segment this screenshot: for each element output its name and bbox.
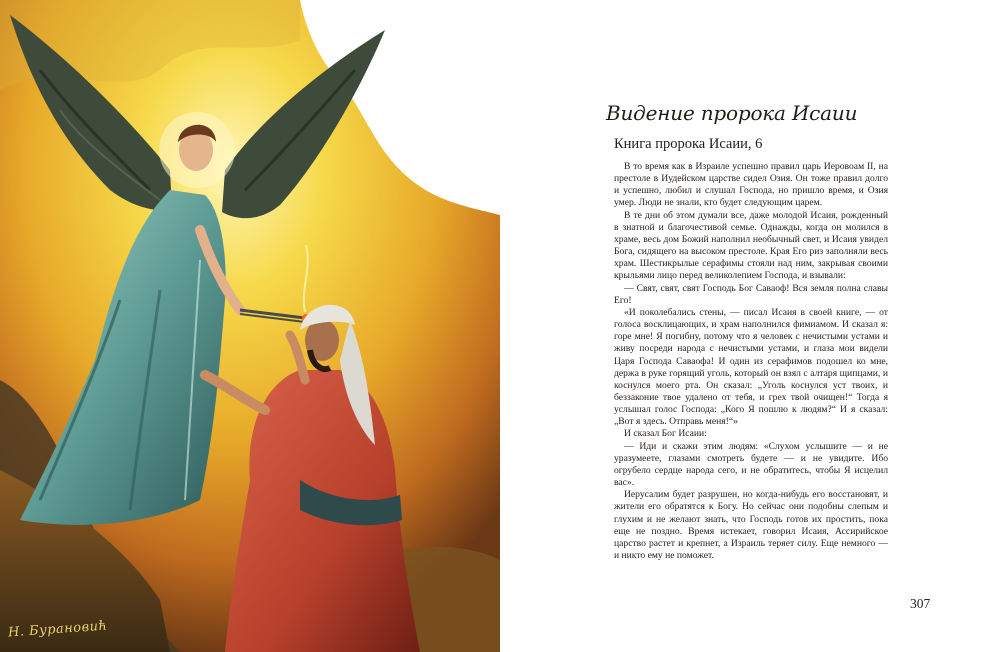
paragraph: «И поколебались стены, — писал Исаия в своей книге, — от голоса восклицающих, и храм наполнился фимиамом. И сказал я: горе мне! Я погибну, потому что я человек с нечистыми устами и живу посреди народа с нечистыми устами, и глаза мои видели Царя Господа Саваофа! И один из серафимов подошел ко мне, держа в руке горящий уголь, который он взял с алтаря щипцами, и коснулся моего рта. Он сказал: „Уголь коснулся уст твоих, и беззаконие твое удалено от тебя, и грех твой очищен!“ Тогда я услышал голос Господа: „Кого Я пошлю к людям?“ И я сказал: „Вот я здесь. Отправь меня!“» [614, 306, 888, 428]
text-page [606, 100, 892, 562]
paragraph: В то время как в Израиле успешно правил царь Иеровоам II, на престоле в Иудейском царстве сидел Озия. Он тоже правил долго и успешно, любил и слушал Господа, но пришло время, и Озия умер. Люди не знали, кто будет следующим царем. [614, 161, 888, 209]
paragraph: И сказал Бог Исаии: [624, 428, 707, 440]
paragraph: Иерусалим будет разрушен, но когда-нибудь его восстановят, и жители его обратятся к Богу. Но сейчас они подобны слепым и глухим и не желают знать, что Господь готов их простить, пока еще не поздно. Время истекает, говорил Исаия, Ассирийское царство растет и крепнет, а Израиль теряет силу. Еще немного — и никто ему не поможет. [614, 489, 888, 561]
painting-angel-and-isaiah [0, 0, 500, 652]
body-text [614, 161, 888, 562]
page-number: 307 [910, 596, 931, 611]
paragraph: — Иди и скажи этим людям: «Слухом услышите — и не уразумеете, глазами смотреть будете — и не увидите. Ибо огрубело сердце народа сего, и не обратитесь, чтобы Я исцелил вас». [614, 440, 888, 489]
illustration [0, 0, 500, 652]
paragraph: — Свят, свят, свят Господь Бог Саваоф! Вся земля полна славы Его! [614, 282, 888, 306]
artist-signature: Н. Бурановић [7, 618, 108, 641]
book-reference: Книга пророка Исаии, 6 [614, 136, 763, 152]
chapter-title: Видение пророка Исаии [606, 101, 858, 125]
paragraph: В те дни об этом думали все, даже молодой Исаия, рожденный в знатной и благочестивой семье. Однажды, когда он молился в храме, весь дом Божий наполнил необычный свет, и Исаия увидел Бога, сидящего на высоком престоле. Края Его риз заполняли весь храм. Шестикрылые серафимы стояли над ним, закрывая своими крыльями лицо перед великолепием Господа, и взывали: [614, 209, 888, 282]
